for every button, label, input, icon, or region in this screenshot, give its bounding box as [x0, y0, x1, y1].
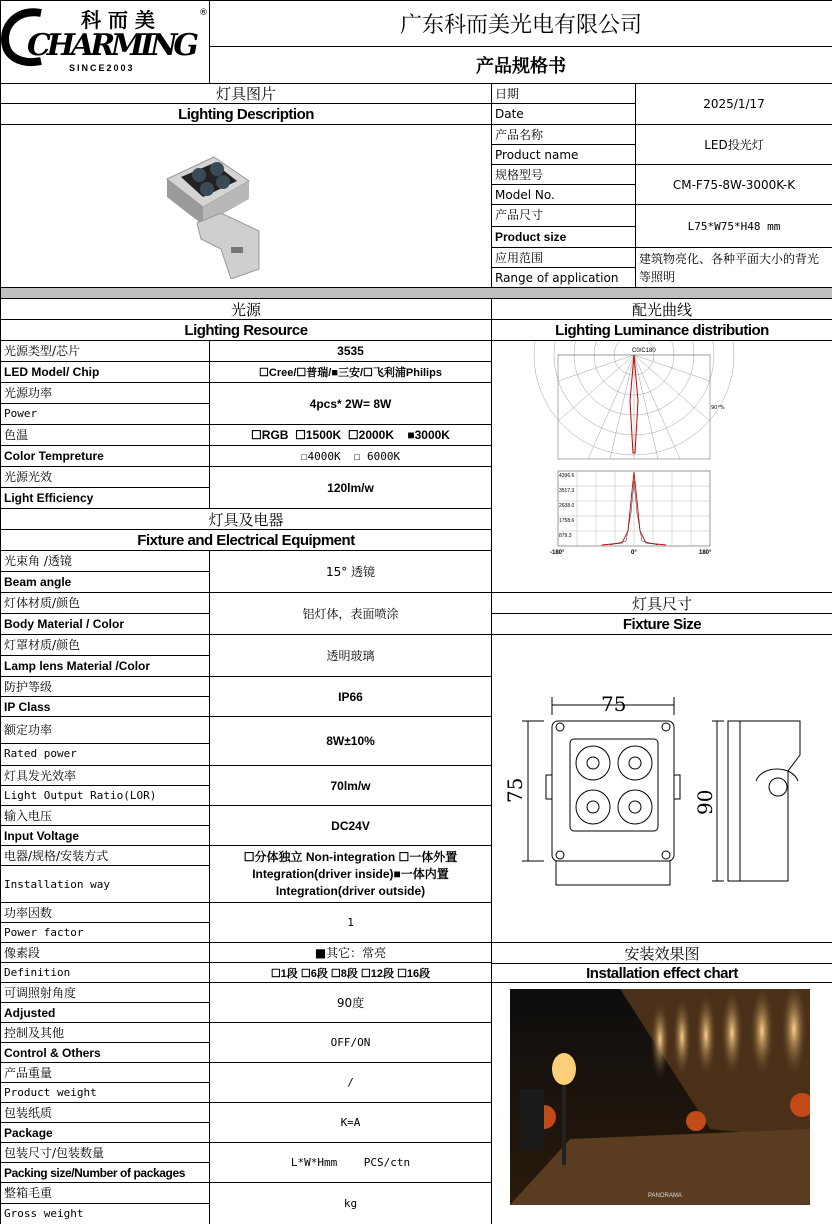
row-label-en: Light Output Ratio(LOR) — [1, 786, 210, 806]
install-photo — [510, 989, 810, 1205]
row-label-cn: 产品重量 — [1, 1063, 210, 1083]
fixture-title-en: Fixture and Electrical Equipment — [1, 530, 492, 551]
info-label-en: Model No. — [492, 185, 636, 205]
input-voltage-value: DC24V — [210, 806, 492, 846]
lor-value: 70lm/w — [210, 766, 492, 806]
row-label-en: Power — [1, 404, 210, 425]
install-title-en: Installation effect chart — [492, 964, 832, 983]
info-label-cn: 产品名称 — [492, 125, 636, 145]
weight-value: / — [210, 1063, 492, 1103]
row-label-en: Rated power — [1, 744, 210, 766]
y-tick: 879.3 — [559, 533, 572, 539]
package-value: K=A — [210, 1103, 492, 1143]
row-label-cn: 光源光效 — [1, 467, 210, 488]
logo-brand-en: CHARMING — [27, 28, 199, 63]
body-material-value: 铝灯体，表面喷涂 — [210, 593, 492, 635]
rated-power-value: 8W±10% — [210, 717, 492, 766]
x-tick: 0° — [631, 550, 637, 556]
company-name: 广东科而美光电有限公司 — [210, 1, 832, 47]
info-value-product-name: LED投光灯 — [636, 125, 832, 165]
info-value-range: 建筑物亮化、各种平面大小的背光等照明 — [636, 248, 832, 288]
source-title-en: Lighting Resource — [1, 320, 492, 341]
chip-value: 3535 — [210, 341, 492, 362]
polar-label: C0/C180 — [632, 348, 656, 354]
x-tick: -180° — [550, 550, 565, 556]
efficiency-value: 120lm/w — [210, 467, 492, 509]
luminance-chart — [492, 341, 832, 591]
row-label-cn: 包装尺寸/包装数量 — [1, 1143, 210, 1163]
row-label-cn: 色温 — [1, 425, 210, 446]
logo-registered: ® — [199, 8, 208, 18]
installation-line-2: Integration(driver inside)■一体内置 — [252, 867, 449, 881]
info-label-cn: 产品尺寸 — [492, 205, 636, 227]
product-photo-cell — [1, 125, 492, 288]
chip-brand-options: ☐Cree/☐普瑞/■三安/☐飞利浦Philips — [210, 362, 492, 383]
lens-material-value: 透明玻璃 — [210, 635, 492, 677]
product-photo — [159, 139, 269, 279]
polar-pct: 90°% — [711, 405, 725, 411]
row-label-en: Definition — [1, 963, 210, 983]
row-label-en: Product weight — [1, 1083, 210, 1103]
row-label-cn: 整箱毛重 — [1, 1183, 210, 1204]
adjusted-value: 90度 — [210, 983, 492, 1023]
luminance-title-cn: 配光曲线 — [492, 299, 832, 320]
row-label-en: Light Efficiency — [1, 488, 210, 509]
info-value-model: CM-F75-8W-3000K-K — [636, 165, 832, 205]
row-label-en: Color Tempreture — [1, 446, 210, 467]
dim-width-label: 75 — [601, 692, 627, 716]
row-label-cn: 灯体材质/颜色 — [1, 593, 210, 614]
installation-line-3: Integration(driver outside) — [275, 884, 426, 898]
control-value: OFF/ON — [210, 1023, 492, 1063]
beam-angle-value: 15° 透镜 — [210, 551, 492, 593]
row-label-en: Lamp lens Material /Color — [1, 656, 210, 677]
info-value-size: L75*W75*H48 mm — [636, 205, 832, 248]
row-label-cn: 功率因数 — [1, 903, 210, 923]
cct-options-2: ☐4000K ☐ 6000K — [210, 446, 492, 467]
install-photo-cell — [492, 983, 832, 1224]
row-label-cn: 光束角 /透镜 — [1, 551, 210, 572]
row-label-en: Installation way — [1, 866, 210, 903]
definition-value: ■其它：常亮 — [210, 943, 492, 963]
row-label-cn: 灯罩材质/颜色 — [1, 635, 210, 656]
info-value-date: 2025/1/17 — [636, 84, 832, 125]
definition-options: ☐1段 ☐6段 ☐8段 ☐12段 ☐16段 — [210, 963, 492, 983]
logo-cell — [1, 1, 210, 84]
row-label-cn: 控制及其他 — [1, 1023, 210, 1043]
power-value: 4pcs* 2W= 8W — [210, 383, 492, 425]
info-label-en: Range of application — [492, 268, 636, 288]
row-label-cn: 像素段 — [1, 943, 210, 963]
dim-height-label: 75 — [503, 777, 527, 803]
y-tick: 2638.0 — [559, 503, 575, 509]
fixture-size-title-cn: 灯具尺寸 — [492, 593, 832, 614]
info-label-cn: 规格型号 — [492, 165, 636, 185]
x-tick: 180° — [699, 550, 712, 556]
source-title-cn: 光源 — [1, 299, 492, 320]
row-label-en: Gross weight — [1, 1204, 210, 1224]
row-label-cn: 电器/规格/安装方式 — [1, 846, 210, 866]
fixture-size-title-en: Fixture Size — [492, 614, 832, 635]
logo-brand-cn: 科 而 美 — [81, 8, 155, 32]
doc-title: 产品规格书 — [210, 47, 832, 84]
photo-title-en: Lighting Description — [1, 104, 492, 125]
row-label-en: Body Material / Color — [1, 614, 210, 635]
gross-weight-value: kg — [210, 1183, 492, 1224]
row-label-cn: 可调照射角度 — [1, 983, 210, 1003]
install-title-cn: 安装效果图 — [492, 943, 832, 964]
info-label-en: Date — [492, 104, 636, 125]
dim-depth-label: 90 — [693, 789, 717, 815]
row-label-en: LED Model/ Chip — [1, 362, 210, 383]
y-tick: 3517.3 — [559, 488, 575, 494]
charming-logo — [1, 1, 209, 83]
installation-way-value — [210, 846, 492, 903]
row-label-en: IP Class — [1, 697, 210, 717]
y-tick: 1758.6 — [559, 518, 575, 524]
logo-since: SINCE2003 — [69, 63, 135, 73]
info-label-en: Product name — [492, 145, 636, 165]
row-label-en: Packing size/Number of packages — [1, 1163, 210, 1183]
row-label-cn: 光源功率 — [1, 383, 210, 404]
y-tick: 4396.6 — [559, 473, 575, 479]
luminance-chart-cell — [492, 341, 832, 593]
row-label-cn: 额定功率 — [1, 717, 210, 744]
info-label-en: Product size — [492, 227, 636, 248]
cct-options: ☐RGB ☐1500K ☐2000K ■3000K — [210, 425, 492, 446]
info-label-cn: 应用范围 — [492, 248, 636, 268]
row-label-en: Control & Others — [1, 1043, 210, 1063]
row-label-cn: 光源类型/芯片 — [1, 341, 210, 362]
row-label-cn: 包装纸质 — [1, 1103, 210, 1123]
info-label-cn: 日期 — [492, 84, 636, 104]
dimension-drawing — [492, 635, 832, 941]
row-label-cn: 防护等级 — [1, 677, 210, 697]
installation-line-1: ☐分体独立 Non-integration ☐一体外置 — [243, 850, 458, 864]
row-label-cn: 输入电压 — [1, 806, 210, 826]
row-label-en: Input Voltage — [1, 826, 210, 846]
power-factor-value: 1 — [210, 903, 492, 943]
separator-bar — [1, 288, 832, 299]
fixture-title-cn: 灯具及电器 — [1, 509, 492, 530]
row-label-en: Power factor — [1, 923, 210, 943]
row-label-en: Package — [1, 1123, 210, 1143]
row-label-en: Beam angle — [1, 572, 210, 593]
packing-size-value: L*W*Hmm PCS/ctn — [210, 1143, 492, 1183]
photo-watermark: PANORAMA — [648, 1193, 682, 1199]
row-label-cn: 灯具发光效率 — [1, 766, 210, 786]
luminance-title-en: Lighting Luminance distribution — [492, 320, 832, 341]
photo-title-cn: 灯具图片 — [1, 84, 492, 104]
fixture-size-cell — [492, 635, 832, 943]
ip-class-value: IP66 — [210, 677, 492, 717]
row-label-en: Adjusted — [1, 1003, 210, 1023]
